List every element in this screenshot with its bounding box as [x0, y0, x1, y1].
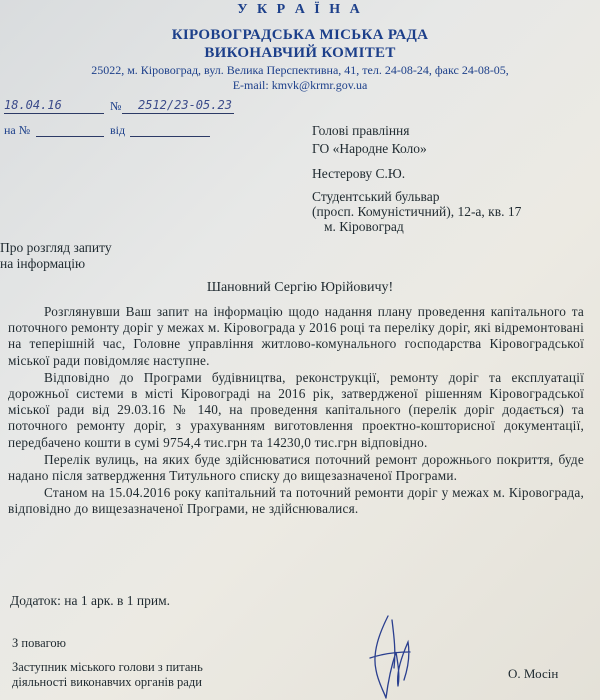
country-heading: У К Р А Ї Н А: [237, 2, 363, 17]
date-underline: [4, 113, 104, 114]
body-paragraph-2: Відповідно до Програми будівництва, реконструкції, ремонту доріг та експлуатації дорожньої системи в місті Кіровограді на 2016 рік, затвердженої рішенням Кіровоградської міської ради від 29.03.16 № 140, на проведення капітального (перелік доріг додається) та поточного ремонту доріг, з урахуванням виготовлення проектно-кошторисної документації, передбачено кошти в сумі 9754,4 тис.грн та 14230,0 тис.грн відповідно.: [8, 369, 584, 450]
recipient-line-6: м. Кіровоград: [324, 219, 404, 234]
signer-name: О. Мосін: [508, 666, 559, 681]
closing-regards: З повагою: [12, 636, 67, 650]
recipient-line-4: Студентський бульвар: [312, 189, 440, 204]
body-paragraph-3: Перелік вулиць, на яких буде здійснюватися поточний ремонт дорожнього покриття, буде надано після затвердження Титульного списку до вищезазначеної Програми.: [8, 451, 584, 484]
reference-date-line: [130, 136, 210, 137]
recipient-line-3: Нестерову С.Ю.: [312, 166, 406, 181]
registration-number: 2512/23-05.23: [138, 98, 232, 112]
letterhead-email: E-mail: kmvk@krmr.gov.ua: [232, 78, 368, 92]
attachment-note: Додаток: на 1 арк. в 1 прим.: [10, 593, 170, 608]
signer-title-line-2: діяльності виконавчих органів ради: [12, 675, 202, 689]
subject-line-1: Про розгляд запиту: [0, 240, 112, 255]
number-prefix: №: [110, 99, 122, 113]
body-paragraph-4: Станом на 15.04.2016 року капітальний та поточний ремонти доріг у межах м. Кіровограда, відповідно до вищезазначеної Програми, не здійснювалися.: [8, 485, 584, 517]
reference-number-line: [36, 136, 104, 137]
body-paragraph-1: Розглянувши Ваш запит на інформацію щодо надання плану проведення капітального та поточного ремонту доріг у межах м. Кіровограда у 2016 році та переліку доріг, які відремонтовані на теперішній час, Головне управління житлово-комунального господарства Кіровоградської міської ради повідомляє наступне.: [8, 304, 584, 368]
handwritten-signature: [350, 612, 430, 700]
letter-body: [8, 304, 584, 519]
recipient-line-2: ГО «Народне Коло»: [312, 141, 427, 156]
reference-number-label: на №: [4, 123, 31, 137]
number-underline: [122, 113, 234, 114]
registration-date: 18.04.16: [4, 98, 62, 112]
greeting: Шановний Сергію Юрійовичу!: [206, 280, 394, 295]
recipient-line-1: Голові правління: [312, 123, 410, 138]
recipient-line-5: (просп. Комуністичний), 12-а, кв. 17: [312, 204, 522, 219]
committee-name: ВИКОНАВЧИЙ КОМІТЕТ: [204, 45, 396, 61]
reference-date-label: від: [110, 123, 126, 137]
letterhead-address: 25022, м. Кіровоград, вул. Велика Перспективна, 41, тел. 24-08-24, факс 24-08-05,: [91, 63, 509, 77]
subject-line-2: на інформацію: [0, 256, 86, 271]
signer-title-line-1: Заступник міського голови з питань: [12, 660, 203, 674]
council-name: КІРОВОГРАДСЬКА МІСЬКА РАДА: [171, 27, 429, 43]
